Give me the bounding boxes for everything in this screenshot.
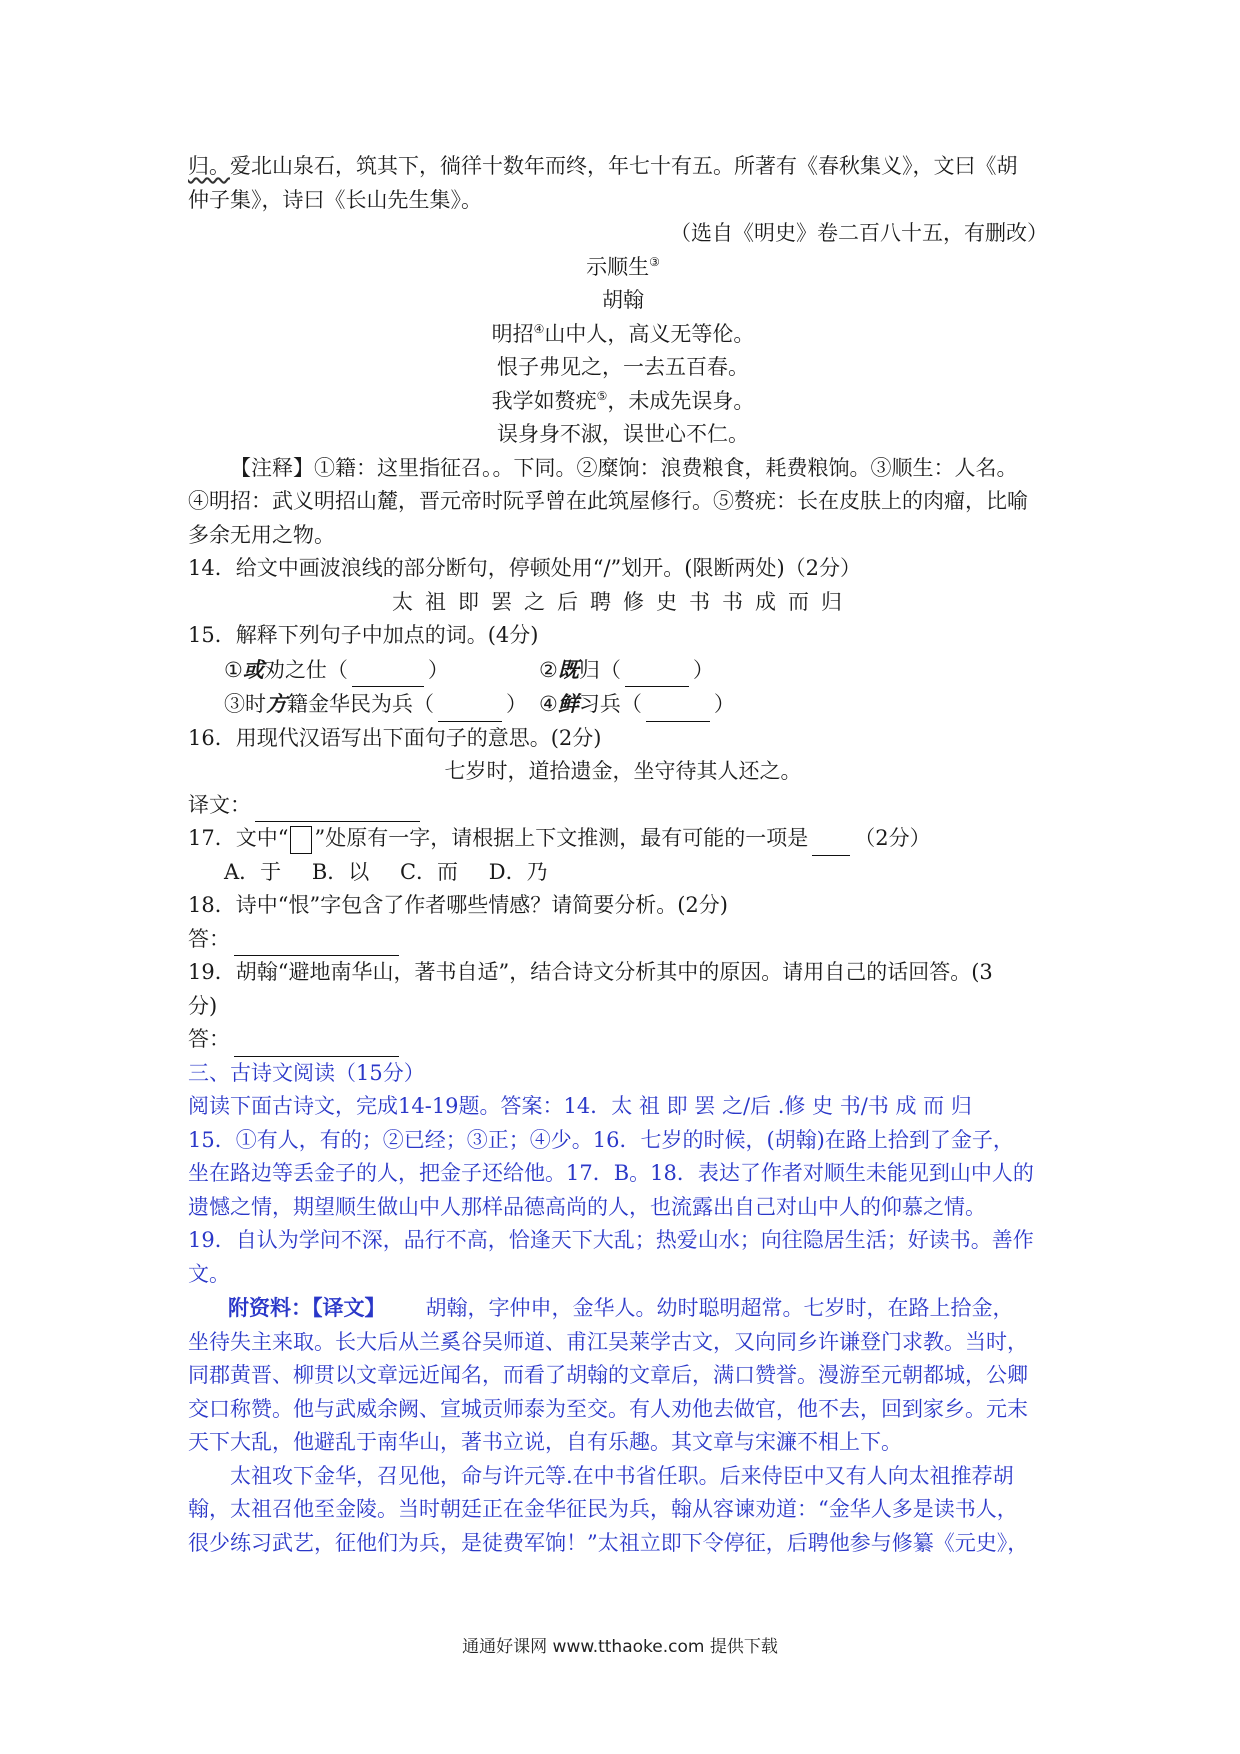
- answers-line-5: 19．自认为学问不深，品行不高，恰逢天下大乱；热爱山水；向往隐居生活；好读书。善作: [188, 1228, 1034, 1252]
- question-17-options: [188, 856, 1058, 890]
- question-14-sentence: 太祖即罢之后聘修史书书成而归: [392, 589, 854, 614]
- translation-line-4: 交口称赞。他与武威余阙、宣城贡师泰为至交。有人劝他去做官，他不去，回到家乡。元末: [188, 1396, 1028, 1421]
- question-15-item-4: ④鲜习兵（ ）: [539, 687, 735, 722]
- question-19-line-1: 19．胡翰“避地南华山，著书自适”，结合诗文分析其中的原因。请用自己的话回答。(3: [188, 960, 993, 984]
- question-15-item-2: ②既归（ ）: [539, 653, 714, 688]
- question-15-item-1: ①或劝之仕（ ）: [224, 653, 539, 688]
- question-19-line-2: 分): [188, 993, 218, 1018]
- answer-blank[interactable]: [234, 933, 399, 956]
- answers-line-2: 15．①有人，有的；②已经；③正；④少。16．七岁的时候，(胡翰)在路上拾到了金子，: [188, 1127, 1014, 1152]
- poem-line-1: 明招④山中人，高义无等伦。: [491, 321, 755, 346]
- answer-blank[interactable]: [234, 1034, 399, 1057]
- translation-line-2: 坐待失主来取。长大后从兰奚谷吴师道、甫江吴莱学古文，又向同乡许谦登门求教。当时，: [188, 1329, 1028, 1354]
- question-16: 16．用现代汉语写出下面句子的意思。(2分): [188, 725, 602, 750]
- intro-line-2: 仲子集》，诗曰《长山先生集》。: [188, 187, 482, 212]
- answer-blank[interactable]: [646, 699, 710, 722]
- answer-blank[interactable]: [352, 664, 424, 687]
- answers-line-1: 阅读下面古诗文，完成14-19题。答案：14．太 祖 即 罢 之/后 .修 史 书/书 成 而 归: [188, 1094, 972, 1118]
- translation-line-6: 太祖攻下金华，召见他，命与许元等.在中书省任职。后来侍臣中又有人向太祖推荐胡: [230, 1463, 1014, 1488]
- question-15: 15．解释下列句子中加点的词。(4分): [188, 623, 539, 647]
- annotation-line-2: ④明招：武义明招山麓，晋元帝时阮孚曾在此筑屋修行。⑤赘疣：长在皮肤上的肉瘤，比喻: [188, 489, 1028, 513]
- option-c[interactable]: C．而: [399, 859, 459, 884]
- translation-line-7: 翰，太祖召他至金陵。当时朝廷正在金华征民为兵，翰从容谏劝道：“金华人多是读书人，: [188, 1497, 1018, 1521]
- option-a[interactable]: A．于: [224, 859, 282, 884]
- document-body: [188, 150, 1058, 1560]
- question-15-row-2: [188, 687, 1058, 722]
- question-15-row-1: [188, 653, 1058, 688]
- question-18: 18．诗中“恨”字包含了作者哪些情感？请简要分析。(2分): [188, 893, 728, 917]
- question-19-answer: 答：: [188, 1023, 1058, 1057]
- missing-character-box: [290, 826, 312, 854]
- translation-label: 附资料：【译文】: [228, 1295, 386, 1320]
- answer-blank[interactable]: [255, 799, 420, 822]
- answer-blank[interactable]: [812, 833, 850, 856]
- option-d[interactable]: D．乃: [488, 859, 548, 884]
- question-14: 14．给文中画波浪线的部分断句，停顿处用“/”划开。(限断两处)（2分）: [188, 556, 862, 580]
- option-b[interactable]: B．以: [311, 859, 370, 884]
- question-16-answer: 译文：: [188, 789, 1058, 823]
- poem-line-2: 恨子弗见之，一去五百春。: [497, 355, 749, 379]
- poem-line-4: 误身身不淑，误世心不仁。: [497, 422, 749, 446]
- annotation-line-3: 多余无用之物。: [188, 522, 335, 547]
- source-note: （选自《明史》卷二百八十五，有删改）: [670, 221, 1048, 245]
- wavy-underlined-text: 归。: [188, 154, 230, 178]
- answers-line-4: 遗憾之情，期望顺生做山中人那样品德高尚的人，也流露出自己对山中人的仰慕之情。: [188, 1194, 986, 1219]
- answers-line-6: 文。: [188, 1261, 230, 1286]
- answers-heading: 三、古诗文阅读（15分）: [188, 1060, 425, 1085]
- annotation-line-1: 【注释】①籍：这里指征召。。下同。②糜饷：浪费粮食，耗费粮饷。③顺生：人名。: [230, 455, 1018, 480]
- intro-line-1: 归。爱北山泉石，筑其下，徜徉十数年而终，年七十有五。所著有《春秋集义》，文曰《胡: [188, 154, 1018, 178]
- poem-line-3: 我学如赘疣⑤，未成先误身。: [491, 388, 755, 413]
- question-18-answer: 答：: [188, 923, 1058, 957]
- poem-author: 胡翰: [602, 288, 644, 312]
- question-17: 17．文中“ ”处原有一字，请根据上下文推测，最有可能的一项是 （2分）: [188, 822, 1058, 856]
- answer-blank[interactable]: [438, 699, 502, 722]
- answer-blank[interactable]: [625, 664, 689, 687]
- question-15-item-3: ③时方籍金华民为兵（ ）: [224, 687, 539, 722]
- answers-line-3: 坐在路边等丢金子的人，把金子还给他。17．B。18．表达了作者对顺生未能见到山中人的: [188, 1161, 1034, 1185]
- page-footer: 通通好课网 www.tthaoke.com 提供下载: [462, 1637, 778, 1657]
- poem-title: 示顺生③: [586, 254, 660, 279]
- translation-line-8: 很少练习武艺，征他们为兵，是徒费军饷！”太祖立即下令停征，后聘他参与修纂《元史》，: [188, 1530, 1029, 1555]
- translation-line-5: 天下大乱，他避乱于南华山，著书立说，自有乐趣。其文章与宋濂不相上下。: [188, 1430, 902, 1454]
- translation-line-3: 同郡黄晋、柳贯以文章远近闻名，而看了胡翰的文章后，满口赞誉。漫游至元朝都城，公卿: [188, 1363, 1028, 1387]
- question-16-sentence: 七岁时，道拾遗金，坐守待其人还之。: [444, 759, 802, 783]
- translation-line-1: 附资料：【译文】 胡翰，字仲申，金华人。幼时聪明超常。七岁时，在路上拾金，: [228, 1295, 1014, 1320]
